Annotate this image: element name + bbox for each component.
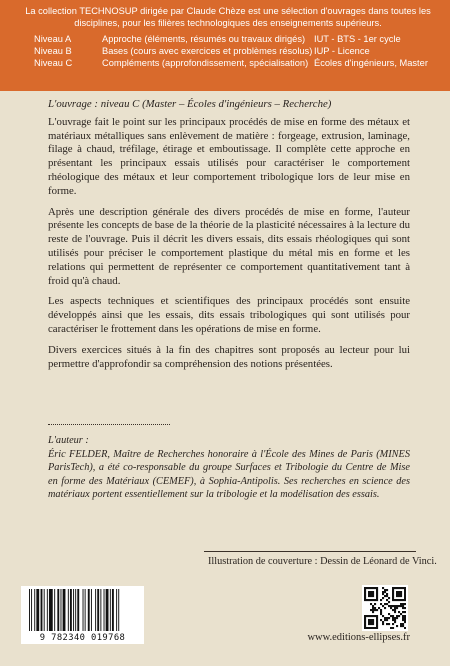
author-section bbox=[48, 434, 410, 502]
collection-intro: La collection TECHNOSUP dirigée par Claude Chèze est une sélection d'ouvrages dans toutes les disciplines, pour les filières technologiques des enseignements supérieurs. bbox=[25, 6, 431, 28]
level-table bbox=[22, 33, 434, 69]
level-row-c bbox=[22, 57, 442, 69]
level-row-b bbox=[22, 45, 442, 57]
qr-code-modules bbox=[364, 587, 406, 629]
description-paragraph: Après une description générale des divers procédés de mise en forme, l'auteur présente les concepts de base de la théorie de la plasticité nécessaires à la lecture du reste de l'ouvrage. Puis il décrit les divers essais, dits essais rhéologiques qui sont utilisés pour préciser le comportement plastique du métal mis en forme et les relations qui permettent de représenter ce comportement quantitativement tant à froid qu'à chaud. bbox=[48, 205, 410, 287]
description-paragraph: L'ouvrage fait le point sur les principaux procédés de mise en forme des métaux et matériaux métalliques sans enlèvement de matière : forgeage, extrusion, laminage, filage à chaud, tréfilage, étirage et emboutissage. Il complète cette approche en présentant les principaux essais utilisés pour caractériser le comportement rhéologique des métaux et leur comportement tribologique lors de leur mise en forme. bbox=[48, 115, 410, 197]
section-divider bbox=[48, 424, 170, 425]
level-title: L'ouvrage : niveau C (Master – Écoles d'ingénieurs – Recherche) bbox=[48, 98, 332, 110]
author-label: L'auteur : bbox=[48, 435, 89, 446]
level-code: Niveau C bbox=[34, 58, 73, 68]
level-description: Bases (cours avec exercices et problèmes résolus) bbox=[102, 46, 313, 56]
isbn-barcode bbox=[21, 586, 144, 644]
credit-rule bbox=[204, 551, 416, 552]
description-paragraph: Les aspects techniques et scientifiques des principaux procédés sont ensuite développés ainsi que les essais, dits essais tribologiques qui sont utilisés pour caractériser le frottement dans les opérations de mise en forme. bbox=[48, 295, 410, 335]
level-target: IUP - Licence bbox=[314, 46, 370, 56]
collection-header-band bbox=[0, 0, 450, 91]
level-code: Niveau B bbox=[34, 46, 72, 56]
level-description: Approche (éléments, résumés ou travaux dirigés) bbox=[102, 34, 306, 44]
book-description bbox=[48, 98, 410, 378]
level-target: IUT - BTS - 1er cycle bbox=[314, 34, 401, 44]
author-bio: Éric FELDER, Maître de Recherches honoraire à l'École des Mines de Paris (MINES ParisTech), a été co-responsable du groupe Surfaces et Tribologie du Centre de Mise en forme des Matériaux (CEMEF), à Sophia-Antipolis. Ses recherches en science des matériaux portent essentiellement sur la tribologie et la modélisation des essais. bbox=[48, 448, 410, 501]
description-paragraph: Divers exercices situés à la fin des chapitres sont proposés au lecteur pour lui permettre d'approfondir sa compréhension des notions présentées. bbox=[48, 343, 410, 370]
level-description: Compléments (approfondissement, spécialisation) bbox=[102, 58, 309, 68]
level-code: Niveau A bbox=[34, 34, 72, 44]
publisher-website[interactable]: www.editions-ellipses.fr bbox=[307, 632, 410, 643]
level-target: Écoles d'ingénieurs, Master bbox=[314, 58, 428, 68]
barcode-bars bbox=[21, 586, 144, 632]
qr-code-icon[interactable] bbox=[362, 585, 408, 631]
illustration-credit: Illustration de couverture : Dessin de Léonard de Vinci. bbox=[208, 556, 437, 567]
barcode-number: 9 782340 019768 bbox=[39, 633, 126, 643]
level-row-a bbox=[22, 33, 442, 45]
